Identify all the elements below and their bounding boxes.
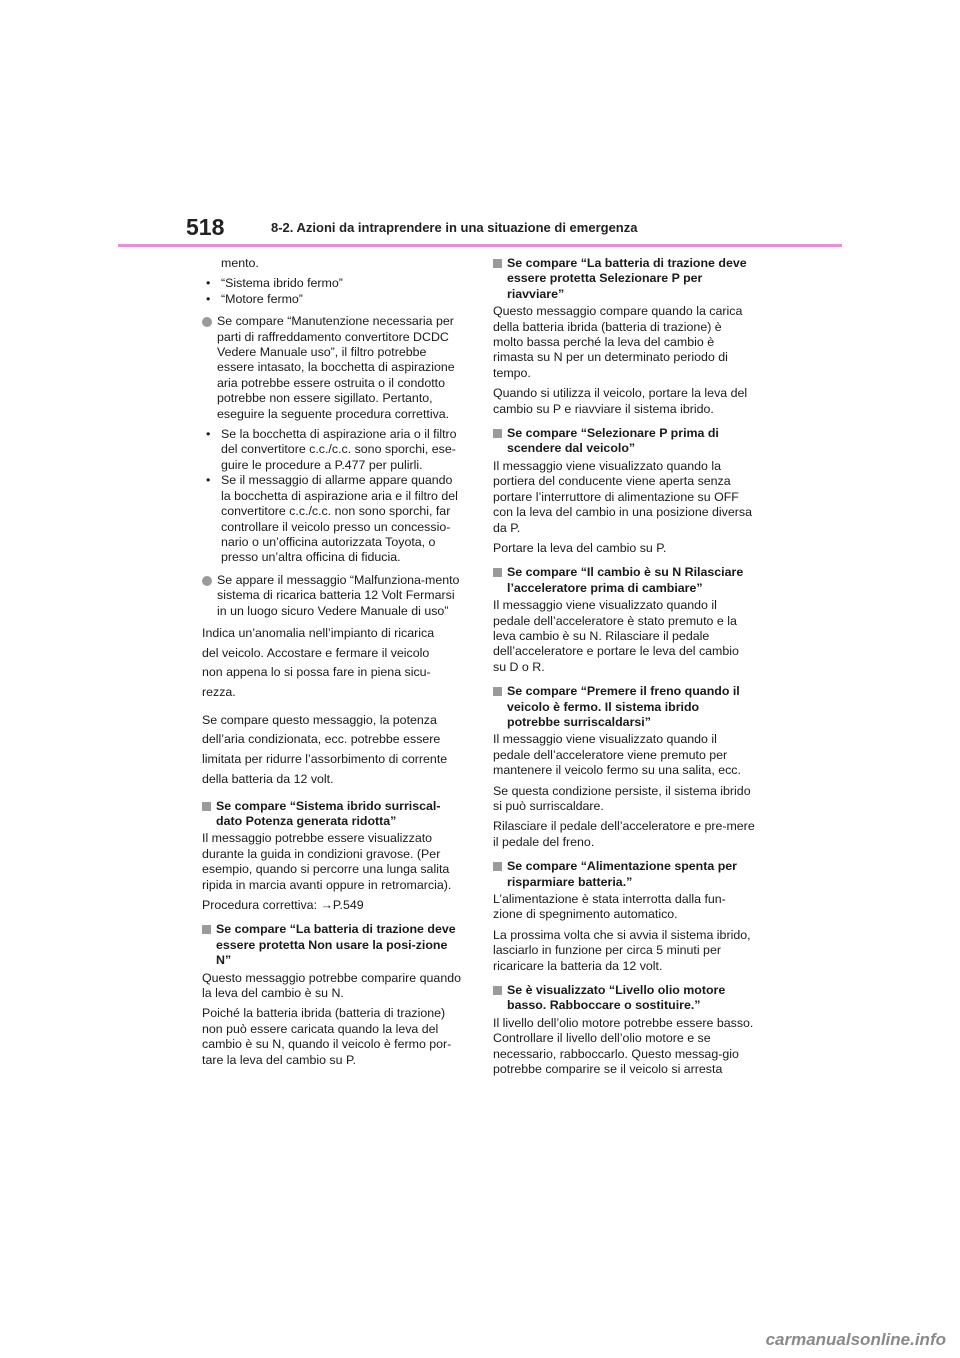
circle-item-dcdc: Se compare “Manutenzione necessaria per parti di raffreddamento convertitore DCDC Vedere Manuale uso”, il filtro potrebbe essere intasato, la bocchetta di aspirazione aria potrebbe essere ostruita o il condotto potrebbe non essere sigillato. Pertanto, eseguire la seguente procedura correttiva. — [202, 314, 464, 422]
paragraph-line: Se compare questo messaggio, la potenza — [202, 712, 437, 727]
section-title: 8-2. Azioni da intraprendere in una situazione di emergenza — [271, 220, 638, 235]
square-bullet-icon — [202, 925, 211, 934]
continuation-text: mento. — [221, 256, 259, 270]
paragraph: Se questa condizione persiste, il sistema ibrido si può surriscaldare. — [493, 783, 751, 813]
paragraph: Il messaggio viene visualizzato quando la portiera del conducente viene aperta senza portare l’interruttore di alimentazione su OFF con la leva del cambio in una posizione diversa da P. — [493, 458, 752, 535]
left-column — [202, 256, 464, 1073]
paragraph: Il messaggio viene visualizzato quando il pedale dell’acceleratore è stato premuto e la leva cambio è su N. Rilasciare il pedale dell’acceleratore e portare le leva del cambio su D o R. — [493, 598, 739, 674]
section-heading: Se compare “Premere il freno quando il veicolo è fermo. Il sistema ibrido potrebbe surriscaldarsi” — [493, 684, 755, 730]
paragraph-line: della batteria da 12 volt. — [202, 771, 334, 786]
paragraph-line: del veicolo. Accostare e fermare il veicolo — [202, 645, 430, 660]
header-divider — [118, 244, 842, 247]
square-bullet-icon — [493, 429, 502, 438]
watermark-logo: carmanualsonline.info — [765, 1330, 946, 1349]
circle-bullet-icon — [202, 576, 212, 586]
square-bullet-icon — [493, 568, 502, 577]
section-heading: Se compare “Alimentazione spenta per risparmiare batteria.” — [493, 859, 755, 890]
paragraph-line: Indica un’anomalia nell’impianto di ricarica — [202, 625, 435, 640]
page-number: 518 — [186, 214, 225, 240]
square-bullet-icon — [493, 259, 502, 268]
circle-item-12v: Se appare il messaggio “Malfunziona-mento sistema di ricarica batteria 12 Volt Fermarsi in un luogo sicuro Vedere Manuale di uso” — [202, 573, 464, 619]
intro-bullet-list — [202, 276, 464, 307]
paragraph: La prossima volta che si avvia il sistema ibrido, lasciarlo in funzione per circa 5 minuti per ricaricare la batteria da 12 volt. — [493, 927, 751, 973]
list-item: • Se la bocchetta di aspirazione aria o il filtro del convertitore c.c./c.c. sono sporchi, ese-guire le procedure a P.477 per pulirli. — [206, 427, 457, 472]
section-heading: Se è visualizzato “Livello olio motore basso. Rabboccare o sostituire.” — [493, 983, 755, 1014]
paragraph: Il messaggio potrebbe essere visualizzato durante la guida in condizioni gravose. (Per esempio, quando si percorre una lunga salita ripida in marcia avanti oppure in retromarcia). — [202, 831, 452, 892]
list-item: • “Sistema ibrido fermo” — [206, 276, 343, 291]
paragraph: Questo messaggio potrebbe comparire quando la leva del cambio è su N. — [202, 970, 461, 1001]
list-item: • “Motore fermo” — [206, 291, 303, 306]
section-heading: Se compare “Il cambio è su N Rilasciare l’acceleratore prima di cambiare” — [493, 565, 755, 596]
circle-bullet-icon — [202, 317, 212, 327]
square-bullet-icon — [202, 802, 211, 811]
dcdc-bullet-list — [202, 427, 464, 566]
paragraph-line: rezza. — [202, 685, 236, 700]
square-bullet-icon — [493, 986, 502, 995]
section-heading: Se compare “Selezionare P prima di scendere dal veicolo” — [493, 426, 755, 457]
section-heading: Se compare “Sistema ibrido surriscal-dato Potenza generata ridotta” — [202, 799, 464, 830]
paragraph-line: dell’aria condizionata, ecc. potrebbe essere — [202, 732, 441, 747]
paragraph-line: limitata per ridurre l’assorbimento di corrente — [202, 752, 448, 767]
right-column — [493, 256, 755, 1083]
paragraph: Procedura correttiva: →P.549 — [202, 898, 364, 912]
paragraph: Il livello dell’olio motore potrebbe essere basso. Controllare il livello dell’olio motore e se necessario, rabboccarlo. Questo messag-gio potrebbe comparire se il veicolo si arresta — [493, 1015, 754, 1077]
paragraph: Poiché la batteria ibrida (batteria di trazione) non può essere caricata quando la leva del cambio è su N, quando il veicolo è fermo por-tare la leva del cambio su P. — [202, 1006, 452, 1067]
paragraph: L’alimentazione è stata interrotta dalla fun-zione di spegnimento automatico. — [493, 892, 726, 922]
square-bullet-icon — [493, 687, 502, 696]
paragraph: Questo messaggio compare quando la carica della batteria ibrida (batteria di trazione) è molto bassa perché la leva del cambio è rimasta su N per un determinato periodo di tempo. — [493, 304, 743, 380]
square-bullet-icon — [493, 862, 502, 871]
paragraph: Rilasciare il pedale dell’acceleratore e pre-mere il pedale del freno. — [493, 819, 755, 849]
paragraph: Portare la leva del cambio su P. — [493, 540, 667, 555]
section-heading: Se compare “La batteria di trazione deve essere protetta Non usare la posi-zione N” — [202, 922, 464, 968]
list-item: • Se il messaggio di allarme appare quando la bocchetta di aspirazione aria e il filtro del convertitore c.c./c.c. non sono sporchi, far controllare il veicolo presso un concessio-nario o un’officina autorizzata Toyota, o presso un’altra officina di fiducia. — [206, 473, 458, 565]
paragraph-line: non appena lo si possa fare in piena sicu- — [202, 665, 431, 680]
paragraph: Quando si utilizza il veicolo, portare la leva del cambio su P e riavviare il sistema ibrido. — [493, 386, 748, 416]
section-heading: Se compare “La batteria di trazione deve essere protetta Selezionare P per riavviare” — [493, 256, 755, 302]
paragraph: Il messaggio viene visualizzato quando il pedale dell’acceleratore viene premuto per mantenere il veicolo fermo su una salita, ecc. — [493, 732, 741, 778]
